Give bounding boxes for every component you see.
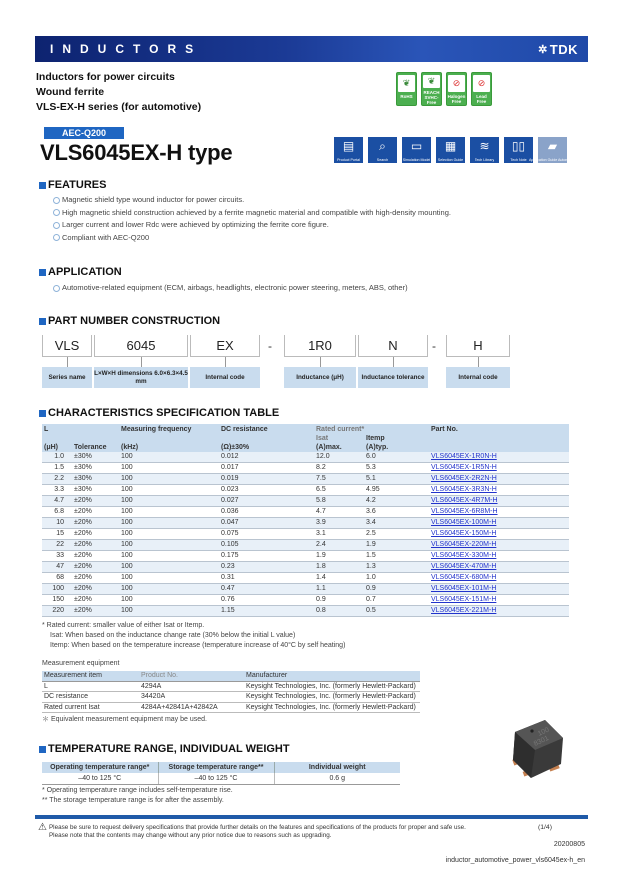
table-row: 1.0 ±30% 100 0.012 12.0 6.0 VLS6045EX-1R0N-H [42, 452, 569, 463]
product-subtitles [36, 70, 201, 115]
spec-table: L Measuring frequency DC resistance Rated current* Part No. Isat Itemp (μH) Tolerance (kHz) (Ω)±30% (A)max. (A)typ. 1.0 ±30% 100 0.012 12.0 6.0 VLS6045EX-1R0N-H 1.5 ±30% 100 0.017 8.2 5.3 VLS6045EX-1R5N-H 2.2 ±30% 100 0.019 7.5 5.1 VLS6045EX-2R2N-H 3.3 ±30% 100 0.023 6.5 4.95 VLS6045EX-3R3N-H 4.7 ±20% 100 0.027 5.8 4.2 VLS6045EX-4R7M-H 6.8 ±20% 100 0.036 4.7 3.6 VLS6045EX-6R8M-H 10 ±20% 100 0.047 3.9 3.4 VLS6045EX-100M-H 15 ±20% 100 0.075 3.1 2.5 VLS6045EX-150M-H 22 ±20% 100 0.105 2.4 1.9 VLS6045EX-220M-H 33 ±20% 100 0.175 1.9 1.5 VLS6045EX-330M-H 47 ±20% 100 0.23 1.8 1.3 VLS6045EX-470M-H 68 ±20% 100 0.31 1.4 1.0 VLS6045EX-680M-H 100 ±20% 100 0.47 1.1 0.9 VLS6045EX-101M-H 150 ±20% 100 0.76 0.9 0.7 VLS6045EX-151M-H 220 ±20% 100 1.15 0.8 0.5 VLS6045EX-221M-H [42, 424, 569, 617]
no-lead-icon: ⊘ [473, 75, 490, 92]
temperature-notes: * Operating temperature range includes self-temperature rise. ** The storage temperature range is for after the assembly. [42, 787, 233, 804]
part-number-link[interactable]: VLS6045EX-1R0N-H [431, 453, 497, 460]
application-heading: APPLICATION [39, 266, 122, 278]
tool-links [334, 137, 576, 163]
table-row: 150 ±20% 100 0.76 0.9 0.7 VLS6045EX-151M-H [42, 595, 569, 606]
list-item: Larger current and lower Rdc were achieved by optimizing the ferrite core figure. [53, 219, 451, 232]
table-row: 220 ±20% 100 1.15 0.8 0.5 VLS6045EX-221M-H [42, 606, 569, 617]
reach-badge: ❦ REACH SVHC-Free [421, 72, 442, 106]
subtitle-line: VLS-EX-H series (for automotive) [36, 101, 202, 113]
part-number-link[interactable]: VLS6045EX-220M-H [431, 541, 497, 548]
code-inductance: 1R0 [284, 335, 356, 357]
table-row: 47 ±20% 100 0.23 1.8 1.3 VLS6045EX-470M-H [42, 562, 569, 573]
measurement-table: Measurement item Product No. Manufacturer L 4294A Keysight Technologies, Inc. (formerly Hewlett-Packard) DC resistance 34420A Keysight Technologies, Inc. (formerly Hewlett-Packard) Rated current Isat 4284A+42841A+42842A Keysight Technologies, Inc. (formerly Hewlett-Packard) [42, 671, 420, 713]
warning-icon: ⚠ [38, 822, 47, 833]
table-row: L 4294A Keysight Technologies, Inc. (formerly Hewlett-Packard) [42, 681, 420, 692]
automotive-guide-button[interactable]: ▰ Application Guide Automotive [529, 139, 576, 162]
search-button[interactable]: ⌕ Search [368, 137, 397, 163]
part-number-link[interactable]: VLS6045EX-1R5N-H [431, 464, 497, 471]
part-number-link[interactable]: VLS6045EX-680M-H [431, 574, 497, 581]
part-number-diagram [42, 335, 572, 385]
spec-notes: * Rated current: smaller value of either Isat or Itemp. Isat: When based on the inductance change rate (30% below the initial L value) Itemp: When based on the temperature increase (temperature increase of 40°C by self heating) [42, 622, 346, 649]
table-row: 1.5 ±30% 100 0.017 8.2 5.3 VLS6045EX-1R5N-H [42, 463, 569, 474]
simulation-model-button[interactable]: ▭ Simulation Model [402, 139, 431, 162]
portal-icon: ▤ [342, 139, 355, 153]
computer-icon: ▭ [410, 139, 423, 153]
separator: - [432, 339, 436, 353]
code-internal: EX [190, 335, 260, 357]
application-list [53, 282, 408, 295]
table-row: 10 ±20% 100 0.047 3.9 3.4 VLS6045EX-100M-H [42, 518, 569, 529]
table-row: 100 ±20% 100 0.47 1.1 0.9 VLS6045EX-101M-H [42, 584, 569, 595]
connector-line [67, 357, 68, 367]
section-marker-icon [39, 269, 46, 276]
table-row: 33 ±20% 100 0.175 1.9 1.5 VLS6045EX-330M-H [42, 551, 569, 562]
connector-line [320, 357, 321, 367]
circle-bullet-icon [53, 222, 60, 229]
section-marker-icon [39, 318, 46, 325]
spec-table-heading: CHARACTERISTICS SPECIFICATION TABLE [39, 407, 279, 419]
subtitle-line: Inductors for power circuits [36, 71, 175, 83]
connector-line [141, 357, 142, 367]
circle-bullet-icon [53, 209, 60, 216]
book-icon: ▯▯ [511, 139, 526, 153]
table-row: –40 to 125 °C –40 to 125 °C 0.6 g [42, 773, 400, 784]
product-portal-button[interactable]: ▤ Product Portal [334, 137, 363, 163]
code-dimensions: 6045 [94, 335, 188, 357]
table-icon: ▦ [444, 139, 457, 153]
search-icon: ⌕ [379, 139, 386, 153]
list-item: Compliant with AEC-Q200 [53, 232, 451, 245]
part-number-link[interactable]: VLS6045EX-3R3N-H [431, 486, 497, 493]
brand-name: TDK [549, 41, 578, 57]
part-number-link[interactable]: VLS6045EX-221M-H [431, 607, 497, 614]
aec-q200-badge: AEC-Q200 [44, 127, 124, 139]
header-banner [35, 36, 588, 62]
document-filename: inductor_automotive_power_vls6045ex-h_en [445, 857, 585, 864]
no-halogen-icon: ⊘ [448, 75, 465, 92]
svg-text:8301: 8301 [532, 734, 550, 748]
circle-bullet-icon [53, 197, 60, 204]
desc-dimensions: L×W×H dimensions 6.0×6.3×4.5 mm [94, 367, 188, 388]
features-list [53, 194, 451, 244]
leaves-icon: ❦ [423, 75, 440, 88]
part-number-link[interactable]: VLS6045EX-101M-H [431, 585, 497, 592]
eco-badges [396, 72, 492, 106]
table-row: 15 ±20% 100 0.075 3.1 2.5 VLS6045EX-150M-H [42, 529, 569, 540]
part-number-link[interactable]: VLS6045EX-470M-H [431, 563, 497, 570]
tdk-logo[interactable] [538, 42, 578, 57]
features-heading: FEATURES [39, 179, 106, 191]
list-item: High magnetic shield construction achieved by a ferrite magnetic material and compatible with high-density mounting. [53, 207, 451, 220]
section-marker-icon [39, 410, 46, 417]
leaf-icon: ❦ [398, 75, 415, 92]
tdk-mark-icon: ✲ [538, 43, 548, 56]
code-internal-2: H [446, 335, 510, 357]
table-row: 4.7 ±20% 100 0.027 5.8 4.2 VLS6045EX-4R7M-H [42, 496, 569, 507]
table-row: 3.3 ±30% 100 0.023 6.5 4.95 VLS6045EX-3R3N-H [42, 485, 569, 496]
part-number-heading: PART NUMBER CONSTRUCTION [39, 315, 220, 327]
page-title: VLS6045EX-H type [40, 140, 233, 165]
table-row: 2.2 ±30% 100 0.019 7.5 5.1 VLS6045EX-2R2N-H [42, 474, 569, 485]
desc-internal-2: Internal code [446, 367, 510, 388]
separator: - [268, 339, 272, 353]
page-number: (1/4) [538, 824, 552, 831]
part-number-link[interactable]: VLS6045EX-2R2N-H [431, 475, 497, 482]
section-marker-icon [39, 746, 46, 753]
circle-bullet-icon [53, 285, 60, 292]
table-row: 22 ±20% 100 0.105 2.4 1.9 VLS6045EX-220M-H [42, 540, 569, 551]
table-row: DC resistance 34420A Keysight Technologies, Inc. (formerly Hewlett-Packard) [42, 692, 420, 703]
svg-text:100: 100 [536, 726, 551, 738]
list-item: Magnetic shield type wound inductor for power circuits. [53, 194, 451, 207]
part-number-link[interactable]: VLS6045EX-4R7M-H [431, 497, 498, 504]
list-item: Automotive-related equipment (ECM, airbags, headlights, electronic power steering, meters, ABS, other) [53, 282, 408, 295]
books-icon: ≋ [479, 139, 490, 153]
connector-line [225, 357, 226, 367]
desc-tolerance: Inductance tolerance [358, 367, 428, 388]
category-label: INDUCTORS [50, 42, 203, 56]
part-number-link[interactable]: VLS6045EX-330M-H [431, 552, 497, 559]
selection-guide-button[interactable]: ▦ Selection Guide [437, 139, 464, 162]
connector-line [393, 357, 394, 367]
desc-internal: Internal code [190, 367, 260, 388]
part-number-link[interactable]: VLS6045EX-6R8M-H [431, 508, 498, 515]
subtitle-line: Wound ferrite [36, 86, 105, 98]
footer-warning: ⚠ Please be sure to request delivery specifications that provide further details on the features and specifications of the products for proper and safe use. Please note that the contents may change without any prior notice due to reasons such as upgrading. [38, 822, 466, 839]
table-row: Rated current Isat 4284A+42841A+42842A Keysight Technologies, Inc. (formerly Hewlett-Packard) [42, 702, 420, 713]
code-series: VLS [42, 335, 92, 357]
lead-free-badge: ⊘ Lead Free [471, 72, 492, 106]
temperature-heading: TEMPERATURE RANGE, INDIVIDUAL WEIGHT [39, 743, 290, 755]
document-date: 20200805 [553, 841, 585, 848]
product-photo [505, 712, 567, 786]
car-icon: ▰ [547, 139, 558, 153]
footer-bar [35, 815, 588, 819]
part-number-link[interactable]: VLS6045EX-151M-H [431, 596, 497, 603]
desc-series: Series name [42, 367, 92, 388]
temperature-table: Operating temperature range* Storage temperature range** Individual weight –40 to 125 °C –40 to 125 °C 0.6 g [42, 762, 400, 785]
tech-library-button[interactable]: ≋ Tech Library [470, 137, 499, 163]
circle-bullet-icon [53, 234, 60, 241]
section-marker-icon [39, 182, 46, 189]
table-row: 6.8 ±20% 100 0.036 4.7 3.6 VLS6045EX-6R8M-H [42, 507, 569, 518]
halogen-free-badge: ⊘ Halogen Free [446, 72, 467, 106]
measurement-note: ＊ Equivalent measurement equipment may be used. [42, 716, 207, 723]
tech-note-button[interactable]: ▯▯ Tech Note [504, 137, 533, 163]
part-number-link[interactable]: VLS6045EX-150M-H [431, 530, 497, 537]
table-row: 68 ±20% 100 0.31 1.4 1.0 VLS6045EX-680M-H [42, 573, 569, 584]
part-number-link[interactable]: VLS6045EX-100M-H [431, 519, 497, 526]
desc-inductance: Inductance (μH) [284, 367, 356, 388]
measurement-caption: Measurement equipment [42, 660, 120, 667]
code-tolerance: N [358, 335, 428, 357]
connector-line [478, 357, 479, 367]
rohs-badge: ❦ RoHS [396, 72, 417, 106]
